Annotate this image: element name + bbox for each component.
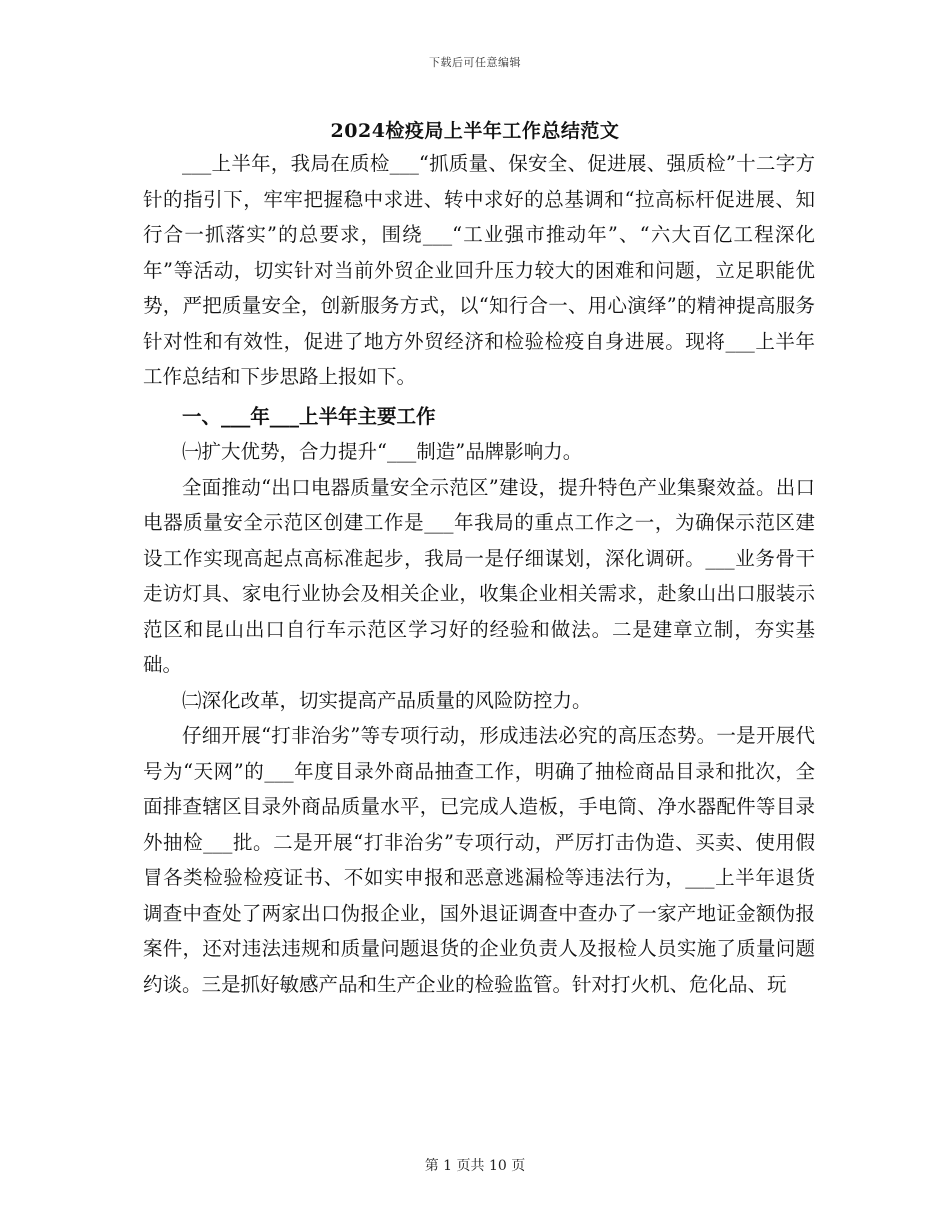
document-body (143, 146, 815, 1002)
page-footer: 第 1 页共 10 页 (424, 1158, 526, 1174)
header-note: 下载后可任意编辑 (429, 56, 521, 69)
paragraph-special-action: 仔细开展“打非治劣”等专项行动，形成违法必究的高压态势。一是开展代号为“天网”的___年度目录外商品抽查工作，明确了抽检商品目录和批次，全面排查辖区目录外商品质量水平，已完成人造板，手电筒、净水器配件等目录外抽检___批。二是开展“打非治劣”专项行动，严厉打击伪造、买卖、使用假冒各类检验检疫证书、不如实申报和恶意逃漏检等违法行为，___上半年退货调查中查处了两家出口伪报企业，国外退证调查中查办了一家产地证金额伪报案件，还对违法违规和质量问题退货的企业负责人及报检人员实施了质量问题约谈。三是抓好敏感产品和生产企业的检验监管。针对打火机、危化品、玩 (143, 724, 815, 996)
subheading-1: ㈠扩大优势，合力提升“___制造”品牌影响力。 (182, 440, 583, 463)
subheading-2: ㈡深化改革，切实提高产品质量的风险防控力。 (182, 688, 592, 712)
section-heading: 一、___年___上半年主要工作 (182, 404, 436, 428)
paragraph-intro: ___上半年，我局在质检___“抓质量、保安全、促进展、强质检”十二字方针的指引下，牢牢把握稳中求进、转中求好的总基调和“拉高标杆促进展、知行合一抓落实”的总要求，围绕___“工业强市推动年”、“六大百亿工程深化年”等活动，切实针对当前外贸企业回升压力较大的困难和问题，立足职能优势，严把质量安全，创新服务方式，以“知行合一、用心演绎”的精神提高服务针对性和有效性，促进了地方外贸经济和检验检疫自身进展。现将___上半年工作总结和下步思路上报如下。 (143, 152, 815, 388)
paragraph-demo-zone: 全面推动“出口电器质量安全示范区”建设，提升特色产业集聚效益。出口电器质量安全示范区创建工作是___年我局的重点工作之一，为确保示范区建设工作实现高起点高标准起步，我局一是仔细谋划，深化调研。___业务骨干走访灯具、家电行业协会及相关企业，收集企业相关需求，赴象山出口服装示范区和昆山出口自行车示范区学习好的经验和做法。二是建章立制，夯实基础。 (143, 475, 815, 676)
document-title: 2024检疫局上半年工作总结范文 (330, 120, 620, 142)
